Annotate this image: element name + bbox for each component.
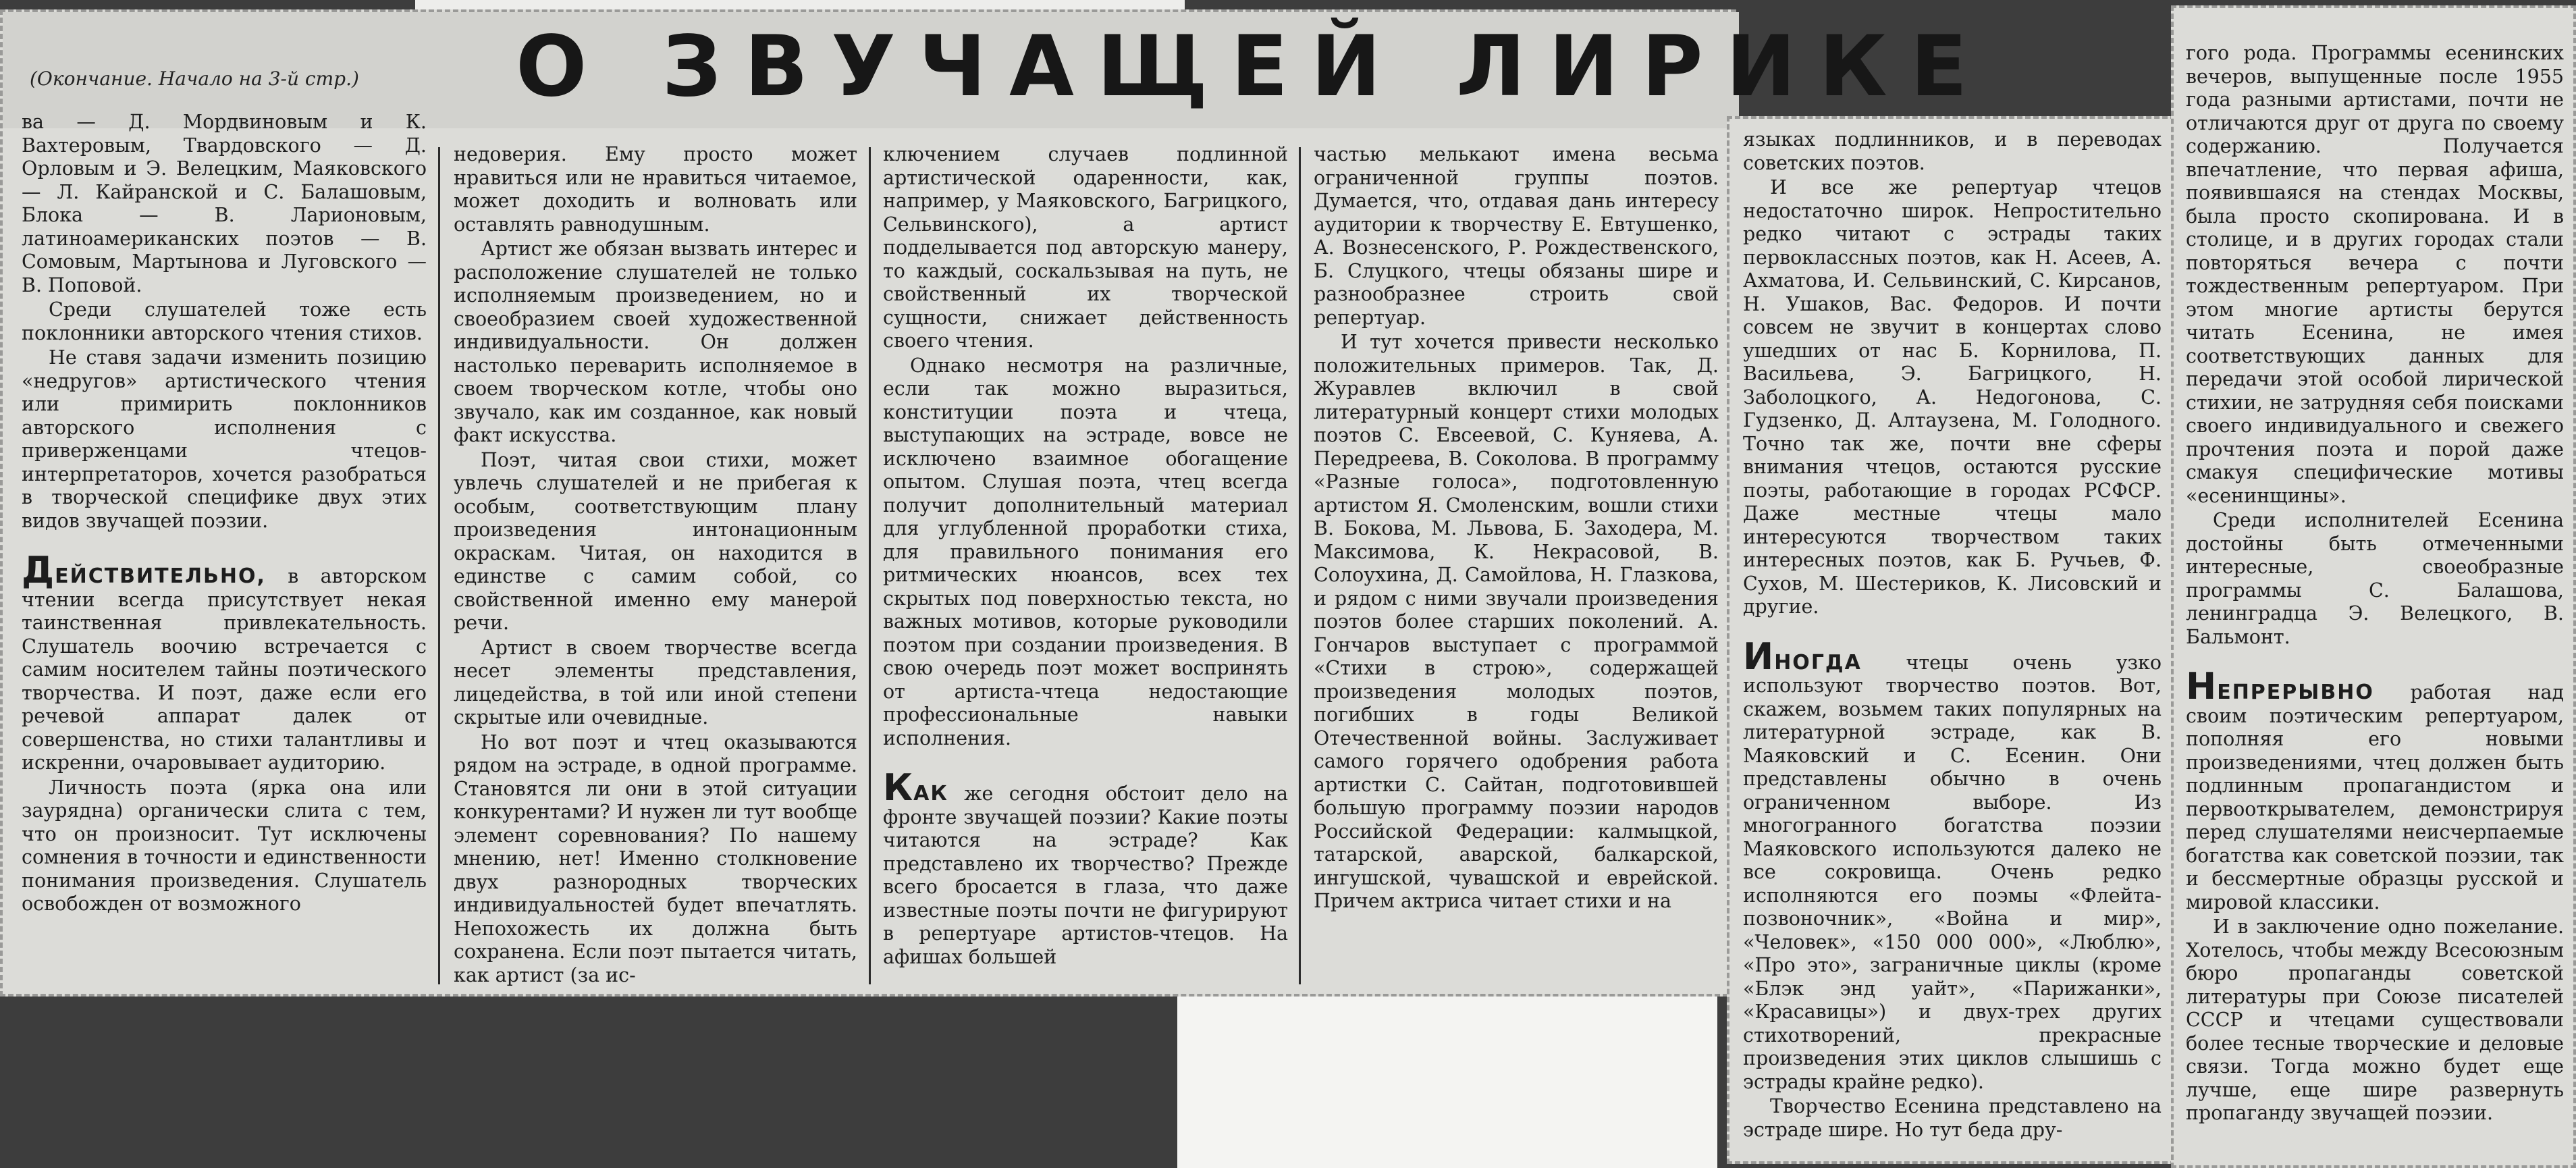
paragraph-text: Поэт, читая свои стихи, может увлечь слушателей и не прибегая к особым, соответствующим плану произведения интонационным окраскам. Читая, он находится в единстве с самим собой, со свойственной именно ему манерой речи. — [454, 448, 857, 634]
paragraph — [454, 637, 857, 730]
section-break — [2186, 650, 2564, 673]
paragraph — [454, 731, 857, 988]
lead-word: ЕПРЕРЫВНО — [2217, 681, 2374, 704]
paragraph-text: И в заключение одно пожелание. Хотелось, чтобы между Всесоюзным бюро пропаганды советской литературы при Союзе писателей СССР и чтецами существовали более тесные творческие и деловые связи. Тогда можно будет еще лучше, еще шире развернуть пропаганду звучащей поэзии. — [2186, 915, 2564, 1124]
article-title: О ЗВУЧАЩЕЙ ЛИРИКЕ — [516, 18, 1991, 115]
paragraph — [454, 238, 857, 448]
paragraph-text: же сегодня обстоит дело на фронте звучащей поэзии? Какие поэты читаются на эстраде? Как представлено их творчество? Прежде всего бросается в глаза, что даже известные поэты почти не фигурируют в репертуаре артистов-чтецов. На афишах большей — [883, 782, 1288, 968]
paragraph — [454, 449, 857, 635]
section-lead-paragraph — [2186, 665, 2564, 914]
paragraph-text: Творчество Есенина представлено на эстраде шире. Но тут беда дру- — [1743, 1095, 2162, 1141]
paragraph — [883, 354, 1288, 751]
paragraph-text: работая над своим поэтическим репертуаром, пополняя его новыми произведениями, чтец должен быть подлинным пропагандистом и первооткрывателем, демонстрируя перед слушателями неисчерпаемые богатства как советской поэзии, так и бессмертные образцы русской и мировой классики. — [2186, 681, 2564, 913]
paragraph-text: Не ставя задачи изменить позицию «недругов» артистического чтения или примирить поклонников авторского исполнения с приверженцами чтецов-интерпретаторов, хочется разобраться в творческой специфике двух этих видов звучащей поэзии. — [22, 346, 427, 532]
paragraph — [883, 143, 1288, 353]
section-lead-paragraph — [1743, 635, 2162, 1094]
column-rule — [1299, 147, 1301, 984]
paragraph-text: Среди исполнителей Есенина достойны быть отмеченными интересные, своеобразные программы С. Балашова, ленинградца Э. Велецкого, В. Бальмонт. — [2186, 509, 2564, 648]
paragraph — [1743, 176, 2162, 619]
paragraph-text: языках подлинников, и в переводах советских поэтов. — [1743, 128, 2162, 174]
paragraph-text: Личность поэта (ярка она или заурядна) органически слита с тем, что он произносит. Тут исключены сомнения в точности и единственности понимания произведения. Слушатель освобожден от возможного — [22, 776, 427, 915]
paragraph — [1314, 331, 1719, 913]
paragraph-text: ва — Д. Мордвиновым и К. Вахтеровым, Твардовского — Д. Орловым и Э. Велецким, Маяковского — Л. Кайранской и С. Балашовым, Блока — В. Ларионовым, латиноамериканских поэтов — В. Сомовым, Мартынова и Луговского — В. Поповой. — [22, 111, 427, 296]
article-column-3 — [883, 143, 1288, 990]
clipping-column-6 — [2171, 5, 2576, 1168]
paragraph-text: И все же репертуар чтецов недостаточно широк. Непростительно редко читают с эстрады таких первоклассных поэтов, как Н. Асеев, А. Ахматова, И. Сельвинский, С. Кирсанов, Н. Ушаков, Вас. Федоров. И почти совсем не звучит в концертах слово ушедших от нас Б. Корнилова, П. Васильева, Э. Багрицкого, Н. Заболоцкого, А. Недогонова, С. Гудзенко, Д. Алтаузена, М. Голодного. Точно так же, почти вне сферы внимания чтецов, остаются русские поэты, работающие в городах РСФСР. Даже местные чтецы мало интересуются творчеством таких интересных поэтов, как Б. Ручьев, Ф. Сухов, М. Шестериков, К. Лисовский и другие. — [1743, 176, 2162, 618]
drop-cap: Д — [22, 549, 55, 591]
article-column-1 — [22, 111, 427, 988]
paragraph-text: в авторском чтении всегда присутствует некая таинственная привлекательность. Слушатель воочию встречается с самим носителем тайны поэтического творчества. И поэт, даже если его речевой аппарат далек от совершенства, но стихи талантливы и искренни, очаровывает аудиторию. — [22, 565, 427, 774]
lead-word: НОГДА — [1774, 650, 1862, 674]
paragraph-text: гого рода. Программы есенинских вечеров, выпущенные после 1955 года разными артистами, почти не отличаются друг от друга по своему содержанию. Получается впечатление, что первая афиша, появившаяся на стендах Москвы, была просто скопирована. И в столице, и в других городах стали повторяться вечера с почти тождественным репертуаром. При этом многие артисты берутся читать Есенина, не имея соответствующих данных для передачи этой особой лирической стихии, не затрудняя себя поисками своего индивидуального и свежего прочтения поэта и порой даже смакуя специфические мотивы «есенинщины». — [2186, 42, 2564, 507]
paragraph-text: чтецы очень узко используют творчество поэтов. Вот, скажем, возьмем таких популярных на литературной эстраде, как В. Маяковский и С. Есенин. Они представлены обычно в очень ограниченном выборе. Из многогранного богатства поэзии Маяковского используются далеко не все сокровища. Очень редко исполняются его поэмы «Флейта-позвоночник», «Война и мир», «Человек», «150 000 000», «Люблю», «Про это», заграничные циклы (кроме «Блэк энд уайт», «Парижанки», «Красавицы») и двух-трех других стихотворений, прекрасные произведения этих циклов слышишь с эстрады крайне редко). — [1743, 651, 2162, 1093]
paragraph-text: И тут хочется привести несколько положительных примеров. Так, Д. Журавлев включил в свой литературный концерт стихи молодых поэтов С. Евсеевой, С. Куняева, А. Передреева, В. Соколова. В программу «Разные голоса», подготовленную артистом Я. Смоленским, вошли стихи В. Бокова, М. Львова, Б. Заходера, М. Максимова, К. Некрасовой, В. Солоухина, Д. Самойлова, Н. Глазкова, и рядом с ними звучали произведения поэтов более старших поколений. А. Гончаров выступает с программой «Стихи в строю», содержащей произведения молодых поэтов, погибших в годы Великой Отечественной войны. Заслуживает самого горячего одобрения работа артистки С. Сайтан, подготовившей большую программу поэзии народов Российской Федерации: калмыцкой, татарской, аварской, балкарской, ингушской, чувашской и еврейской. Причем актриса читает стихи и на — [1314, 331, 1719, 912]
paragraph-text: Артист же обязан вызвать интерес и расположение слушателей не только исполняемым произведением, но и своеобразием своей художественной индивидуальности. Он должен настолько переварить исполняемое в своем творческом котле, чтобы оно звучало, как им созданное, как новый факт искусства. — [454, 238, 857, 446]
paragraph-text: Однако несмотря на различные, если так можно выразиться, конституции поэта и чтеца, выступающих на эстраде, вовсе не исключено взаимное обогащение опытом. Слушая поэта, чтец всегда получит дополнительный материал для углубленной проработки стиха, для правильного понимания его ритмических нюансов, всех тех скрытых под поверхностью текста, но важных мотивов, которые руководили поэтом при создании произведения. В свою очередь поэт может воспринять от артиста-чтеца недостающие профессиональные навыки исполнения. — [883, 354, 1288, 749]
drop-cap: Н — [2186, 665, 2218, 708]
background-paper — [1177, 972, 1717, 1168]
article-column-6 — [2186, 42, 2564, 1166]
section-lead-paragraph — [22, 549, 427, 775]
paragraph-text: Артист в своем творчестве всегда несет элементы представления, лицедейства, в той или иной степени скрытые или очевидные. — [454, 636, 857, 728]
paragraph — [2186, 915, 2564, 1125]
article-column-4 — [1314, 143, 1719, 990]
paragraph — [2186, 509, 2564, 649]
section-break — [22, 534, 427, 557]
paragraph-text: Но вот поэт и чтец оказываются рядом на эстраде, в одной программе. Становятся ли они в этой ситуации конкурентами? И нужен ли тут вообще элемент соревнования? По нашему мнению, нет! Именно столкновение двух разнородных творческих индивидуальностей будет впечатлять. Непохожесть их должна быть сохранена. Если поэт пытается читать, как артист (за ис- — [454, 731, 857, 986]
paragraph — [1314, 143, 1719, 329]
drop-cap: К — [883, 766, 914, 809]
section-lead-paragraph — [883, 766, 1288, 969]
section-break — [883, 751, 1288, 774]
paragraph — [22, 298, 427, 345]
paragraph-text: Среди слушателей тоже есть поклонники авторского чтения стихов. — [22, 298, 427, 344]
paragraph — [1743, 1095, 2162, 1142]
paragraph — [2186, 42, 2564, 508]
lead-word: ЕЙСТВИТЕЛЬНО, — [55, 564, 266, 588]
column-rule — [869, 147, 871, 984]
lead-word: АК — [913, 782, 948, 805]
paragraph — [454, 143, 857, 236]
paragraph-text: ключением случаев подлинной артистической одаренности, как, например, у Маяковского, Багрицкого, Сельвинского), а артист подделывается под авторскую манеру, то каждый, соскальзывая на путь, не свойственный их творческой сущности, снижает действенность своего чтения. — [883, 143, 1288, 352]
clipping-column-5 — [1727, 116, 2176, 1164]
paragraph — [22, 346, 427, 533]
paragraph-text: частью мелькают имена весьма ограниченной группы поэтов. Думается, что, отдавая дань интересу аудитории к творчеству Е. Евтушенко, А. Вознесенского, Р. Рождественского, Б. Слуцкого, чтецы обязаны шире и разнообразнее строить свой репертуар. — [1314, 143, 1719, 329]
section-break — [1743, 620, 2162, 643]
continuation-note: (Окончание. Начало на 3-й стр.) — [30, 68, 359, 90]
paragraph — [1743, 128, 2162, 175]
article-column-5 — [1743, 128, 2162, 1160]
paragraph-text: недоверия. Ему просто может нравиться или не нравиться читаемое, может доходить и волновать или оставлять равнодушным. — [454, 143, 857, 236]
drop-cap: И — [1743, 635, 1775, 678]
column-rule — [438, 147, 440, 984]
paragraph — [22, 776, 427, 916]
paragraph — [22, 111, 427, 297]
article-column-2 — [454, 143, 857, 990]
